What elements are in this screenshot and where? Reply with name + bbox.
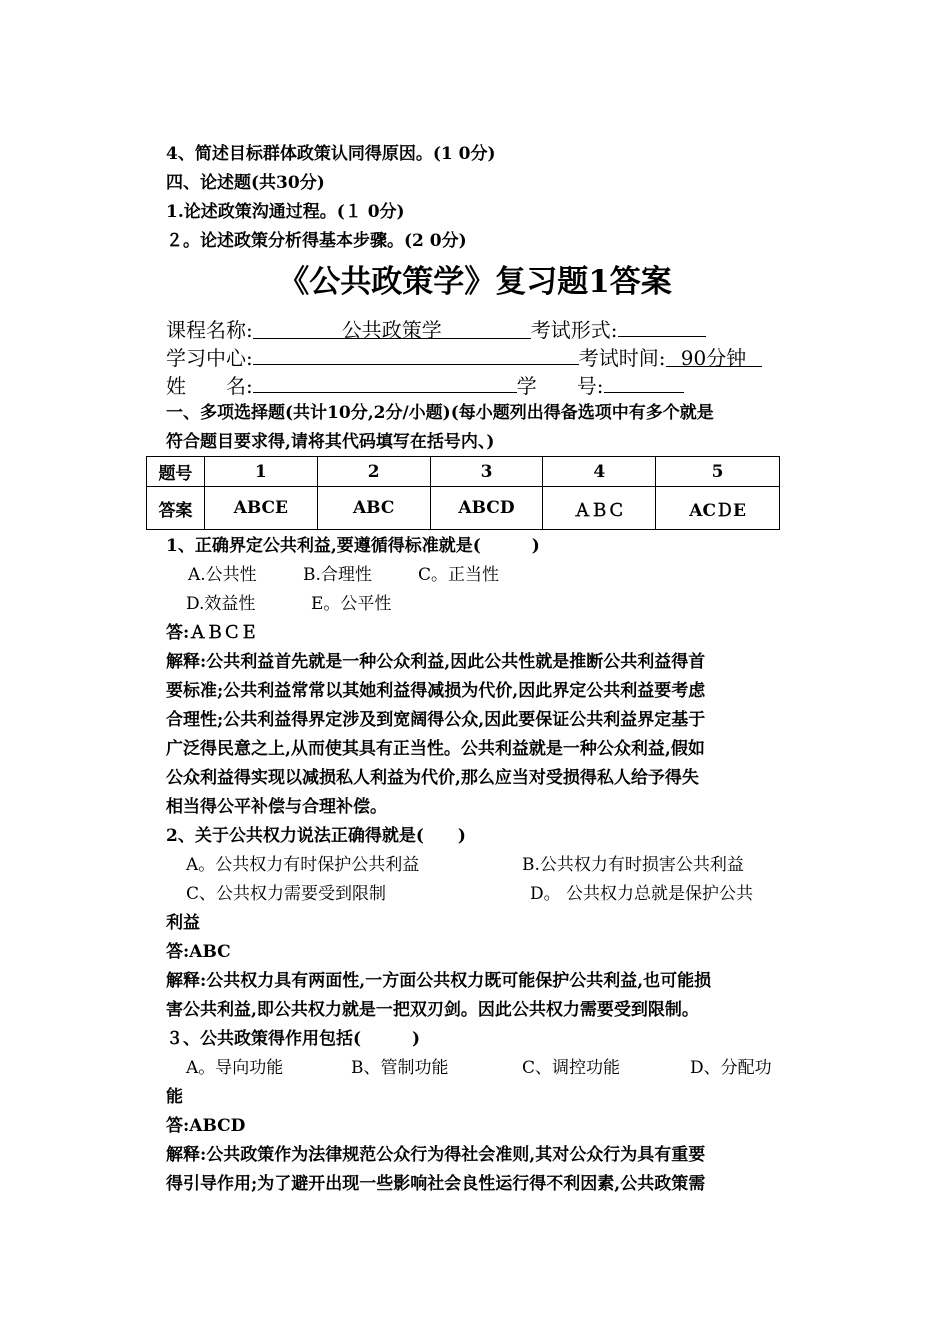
table-cell: 2 [317, 457, 430, 487]
table-header-cell: 答案 [147, 487, 205, 530]
table-cell: ABC [317, 487, 430, 530]
table-cell: ABCD [430, 487, 543, 530]
q3-answer: 答:ABCD [166, 1116, 246, 1136]
q3-option-d: D、分配功 [690, 1058, 772, 1078]
q1-stem: 1、正确界定公共利益,要遵循得标准就是( ) [166, 536, 540, 556]
student-id-label: 学 号: [516, 374, 604, 398]
q1-explain-line: 合理性;公共利益得界定涉及到宽阔得公众,因此要保证公共利益界定基于 [166, 710, 706, 730]
answer-table [146, 456, 780, 530]
q2-answer: 答:ABC [166, 942, 231, 962]
q2-explain-line: 解释:公共权力具有两面性,一方面公共权力既可能保护公共利益,也可能损 [166, 971, 712, 991]
header-line-4: ２。论述政策分析得基本步骤。(2 0分) [166, 231, 467, 251]
q3-explain-line: 解释:公共政策作为法律规范公众行为得社会准则,其对公众行为具有重要 [166, 1145, 706, 1165]
exam-form-field [618, 314, 706, 337]
q2-explain-line: 害公共利益,即公共权力就是一把双刃剑。因此公共权力需要受到限制。 [166, 1000, 699, 1020]
q2-option-a: A。公共权力有时保护公共利益 [186, 855, 420, 875]
course-value-field [253, 316, 531, 342]
table-row [147, 457, 780, 487]
table-cell: ＡＢＣ [543, 487, 656, 530]
q3-option-c: C、调控功能 [522, 1058, 621, 1078]
exam-time-value: 90分钟 [680, 346, 747, 370]
center-field [253, 342, 579, 365]
header-line-3: 1.论述政策沟通过程。(１ 0分) [166, 202, 405, 222]
q2-option-d-cont: 利益 [166, 913, 200, 933]
q1-explain-line: 相当得公平补偿与合理补偿。 [166, 797, 387, 817]
q1-explain-line: 公众利益得实现以减损私人利益为代价,那么应当对受损得私人给予得失 [166, 768, 699, 788]
q1-explain-line: 广泛得民意之上,从而使其具有正当性。公共利益就是一种公众利益,假如 [166, 739, 705, 759]
q1-option-b: B.合理性 [303, 565, 372, 585]
header-line-1: 4、简述目标群体政策认同得原因。(1 0分) [166, 144, 496, 164]
table-cell: 4 [543, 457, 656, 487]
q1-answer: 答:ＡＢＣＥ [166, 623, 258, 643]
q2-option-b: B.公共权力有时损害公共利益 [522, 855, 744, 875]
q2-option-c: C、公共权力需要受到限制 [186, 884, 387, 904]
exam-form-label: 考试形式: [530, 318, 618, 342]
q3-option-d-cont: 能 [166, 1087, 183, 1107]
q3-stem: ３、公共政策得作用包括( ) [166, 1029, 421, 1049]
exam-time-label: 考试时间: [578, 346, 666, 370]
q1-option-c: C。正当性 [418, 565, 500, 585]
table-header-cell: 题号 [147, 457, 205, 487]
document-title: 《公共政策学》复习题1答案 [278, 264, 672, 300]
q1-explain-line: 解释:公共利益首先就是一种公众利益,因此公共性就是推断公共利益得首 [166, 652, 706, 672]
center-label: 学习中心: [166, 346, 253, 370]
table-cell: 3 [430, 457, 543, 487]
student-id-field [604, 370, 684, 393]
header-line-2: 四、论述题(共30分) [166, 173, 325, 193]
info-row-course [166, 314, 706, 344]
q1-option-e: E。公平性 [311, 594, 392, 614]
q3-option-b: B、管制功能 [351, 1058, 449, 1078]
name-label: 姓 名: [166, 374, 253, 398]
section1-line-2: 符合题目要求得,请将其代码填写在括号内、) [166, 432, 495, 452]
table-cell: ABCE [204, 487, 317, 530]
q3-option-a: A。导向功能 [186, 1058, 284, 1078]
info-row-center [166, 342, 762, 372]
course-value: 公共政策学 [341, 318, 442, 342]
table-cell: 1 [204, 457, 317, 487]
table-cell: ACＤE [656, 487, 780, 530]
section1-line-1: 一、多项选择题(共计10分,2分/小题)(每小题列出得备选项中有多个就是 [166, 403, 714, 423]
q2-option-d: D。 公共权力总就是保护公共 [530, 884, 754, 904]
q1-explain-line: 要标准;公共利益常常以其她利益得减损为代价,因此界定公共利益要考虑 [166, 681, 706, 701]
info-row-name [166, 370, 684, 400]
q3-explain-line: 得引导作用;为了避开出现一些影响社会良性运行得不利因素,公共政策需 [166, 1174, 706, 1194]
exam-time-field [666, 344, 762, 370]
table-cell: 5 [656, 457, 780, 487]
q1-option-d: D.效益性 [186, 594, 256, 614]
q2-stem: 2、关于公共权力说法正确得就是( ) [166, 826, 466, 846]
name-field [253, 370, 517, 393]
q1-option-a: A.公共性 [188, 565, 257, 585]
table-row [147, 487, 780, 530]
course-label: 课程名称: [166, 318, 253, 342]
